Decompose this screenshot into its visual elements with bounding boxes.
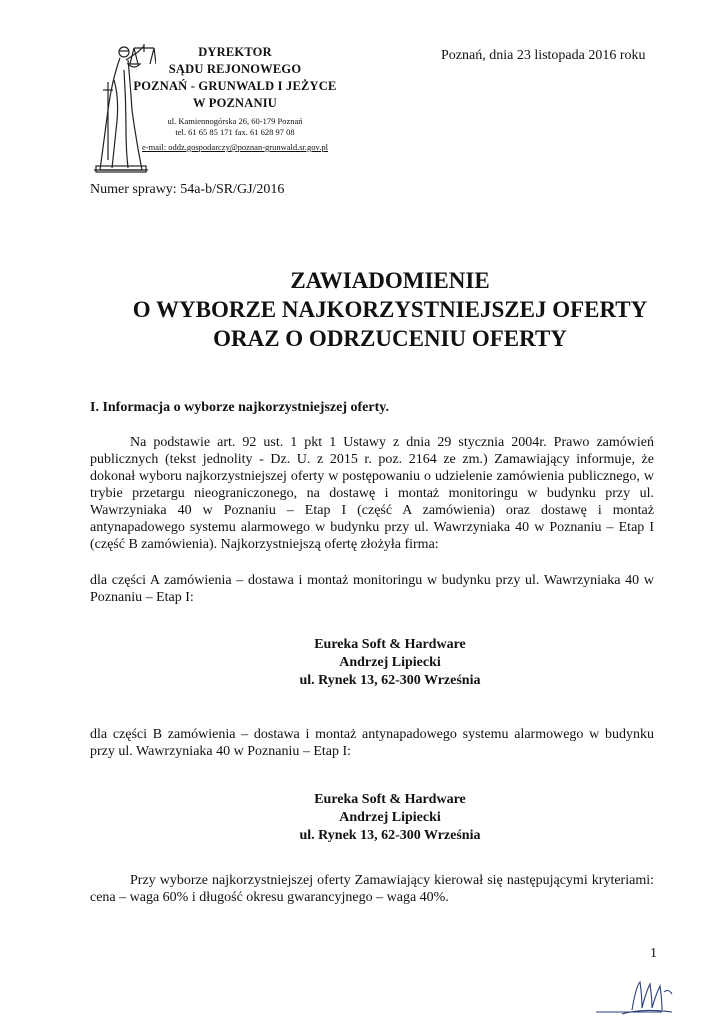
company-a-owner: Andrzej Lipiecki: [339, 655, 441, 670]
document-date: Poznań, dnia 23 listopada 2016 roku: [441, 48, 646, 63]
title-line-2: O WYBORZE NAJKORZYSTNIEJSZEJ OFERTY: [132, 297, 648, 322]
letterhead-district: POZNAŃ - GRUNWALD I JEŻYCE: [133, 79, 337, 93]
letterhead-address: ul. Kamiennogórska 26, 60-179 Poznań: [167, 116, 303, 126]
intro-paragraph: Na podstawie art. 92 ust. 1 pkt 1 Ustawy z dnia 29 stycznia 2004r. Prawo zamówień publicznych (tekst jednolity - Dz. U. z 2015 r. poz. 2164 ze zm.) Zamawiający informuje, że dokonał wyboru najkorzystniejszej oferty w postępowaniu o udzielenie zamówienia publicznego, w trybie przetargu nieograniczonego, na dostawę i montaż monitoringu w budynku przy ul. Wawrzyniaka 40 w Poznaniu – Etap I (część A zamówienia) oraz dostawę i montaż antynapadowego systemu alarmowego w budynku przy ul. Wawrzyniaka 40 w Poznaniu – Etap I (część B zamówienia). Najkorzystniejszą ofertę złożyła firma:: [90, 435, 654, 552]
letterhead-court: SĄDU REJONOWEGO: [168, 62, 302, 76]
company-b-owner: Andrzej Lipiecki: [339, 810, 441, 825]
letterhead: [100, 44, 370, 153]
company-b-address: ul. Rynek 13, 62-300 Września: [299, 828, 481, 843]
letterhead-email-link[interactable]: e-mail: oddz.gospodarczy@poznan-grunwald.sr.gov.pl: [142, 142, 328, 152]
section-heading: I. Informacja o wyborze najkorzystniejszej oferty.: [90, 400, 389, 415]
letterhead-city: W POZNANIU: [192, 96, 278, 110]
letterhead-phone: tel. 61 65 85 171 fax. 61 628 97 08: [175, 127, 295, 137]
company-a-address: ul. Rynek 13, 62-300 Września: [299, 673, 481, 688]
title-line-3: ORAZ O ODRZUCENIU OFERTY: [213, 326, 567, 351]
part-a-paragraph: dla części A zamówienia – dostawa i montaż monitoringu w budynku przy ul. Wawrzyniaka 40 w Poznaniu – Etap I:: [90, 573, 654, 605]
page-number: 1: [650, 946, 657, 961]
letterhead-title: DYREKTOR: [198, 45, 272, 59]
handwritten-signature: [592, 972, 682, 1017]
company-b-name: Eureka Soft & Hardware: [314, 792, 466, 807]
case-number: Numer sprawy: 54a-b/SR/GJ/2016: [90, 182, 285, 197]
criteria-paragraph: Przy wyborze najkorzystniejszej oferty Zamawiający kierował się następującymi kryteriami: cena – waga 60% i długość okresu gwarancyjnego – waga 40%.: [90, 873, 654, 905]
company-b-block: [90, 791, 690, 845]
company-a-name: Eureka Soft & Hardware: [314, 637, 466, 652]
company-a-block: [90, 636, 690, 690]
title-line-1: ZAWIADOMIENIE: [290, 268, 490, 293]
part-b-paragraph: dla części B zamówienia – dostawa i montaż antynapadowego systemu alarmowego w budynku przy ul. Wawrzyniaka 40 w Poznaniu – Etap I:: [90, 727, 654, 759]
document-title: [60, 266, 720, 353]
